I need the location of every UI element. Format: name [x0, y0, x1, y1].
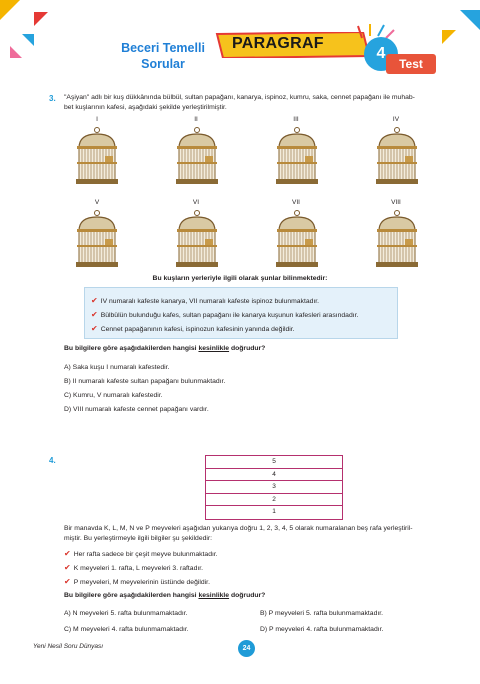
fact-item — [91, 322, 397, 336]
shelf-row: 2 — [205, 493, 343, 507]
intro-line: bet kuşlarının kafesi, aşağıdaki şekilde yerleştirilmiştir. — [64, 104, 227, 111]
option-b[interactable]: B) II numaralı kafeste sultan papağanı bulunmaktadır. — [64, 378, 226, 385]
page-number: 24 — [238, 640, 255, 657]
question-4-facts — [64, 547, 218, 589]
birdcage-image — [271, 126, 323, 188]
option-a[interactable]: A) N meyveleri 5. rafta bulunmamaktadır. — [64, 610, 188, 617]
cage-label-IV: IV — [392, 116, 400, 123]
birdcage-image — [171, 209, 223, 271]
corner-decoration-right — [430, 0, 480, 50]
stem-emphasis: kesinlikle — [198, 345, 230, 352]
cage-label-VII: VII — [292, 199, 300, 206]
cage-label-V: V — [94, 199, 100, 206]
fact-item — [91, 294, 397, 308]
stem-text: Bu bilgilere göre aşağıdakilerden hangisi — [64, 345, 199, 352]
intro-line: Bir manavda K, L, M, N ve P meyveleri aşağıdan yukarıya doğru 1, 2, 3, 4, 5 olarak numaralanan beş rafa yerleştiril- — [64, 525, 413, 532]
check-icon: ✔ — [64, 563, 71, 572]
cage-label-III: III — [293, 116, 299, 123]
birdcage-image — [71, 209, 123, 271]
banner-label: PARAGRAF — [232, 35, 324, 52]
fact-item — [91, 308, 397, 322]
question-3-stem — [64, 344, 265, 354]
question-3-number: 3. — [49, 94, 56, 103]
option-c[interactable]: C) M meyveleri 4. rafta bulunmamaktadır. — [64, 626, 189, 633]
fact-text: Cennet papağanının kafesi, ispinozun kafesinin yanında değildir. — [100, 326, 295, 333]
cage-label-VI: VI — [192, 199, 200, 206]
shelf-row: 5 — [205, 455, 343, 469]
question-3-intro — [64, 93, 449, 113]
birdcage-image — [271, 209, 323, 271]
check-icon: ✔ — [64, 577, 71, 586]
fact-item — [64, 547, 218, 561]
test-label: Test — [386, 54, 436, 74]
shelf-row: 4 — [205, 468, 343, 482]
intro-line: miştir. Bu yerleştirmeyle ilgili bilgiler şu şekildedir: — [64, 535, 213, 542]
publisher-name: Yeni Nesil Soru Dünyası — [33, 643, 104, 650]
fact-item — [64, 561, 218, 575]
shelf-row: 3 — [205, 480, 343, 494]
intro-line: "Aşiyan" adlı bir kuş dükkânında bülbül, sultan papağanı, kanarya, ispinoz, kumru, saka, cennet papağanı ile muhab- — [64, 94, 415, 101]
check-icon: ✔ — [91, 324, 98, 333]
birdcage-image — [71, 126, 123, 188]
shelf-row: 1 — [205, 505, 343, 520]
section-title-line2: Sorular — [141, 57, 185, 71]
stem-text: doğrudur? — [229, 592, 266, 599]
check-icon: ✔ — [64, 549, 71, 558]
known-heading: Bu kuşların yerleriyle ilgili olarak şunlar bilinmektedir: — [152, 275, 328, 282]
option-d[interactable]: D) VIII numaralı kafeste cennet papağanı vardır. — [64, 406, 209, 413]
fact-text: K meyveleri 1. rafta, L meyveleri 3. raftadır. — [73, 565, 204, 572]
option-b[interactable]: B) P meyveleri 5. rafta bulunmamaktadır. — [260, 610, 384, 617]
fact-text: P meyveleri, M meyvelerinin üstünde değildir. — [73, 579, 210, 586]
fact-item — [64, 575, 218, 589]
check-icon: ✔ — [91, 310, 98, 319]
section-title-line1: Beceri Temelli — [121, 41, 205, 55]
cage-label-II: II — [194, 116, 198, 123]
test-number-badge: 4 — [364, 37, 398, 71]
question-3-options — [64, 361, 225, 417]
option-a[interactable]: A) Saka kuşu I numaralı kafestedir. — [64, 364, 170, 371]
fact-text: Bülbülün bulunduğu kafes, sultan papağanı ile kanarya kuşunun kafesleri arasındadır. — [100, 312, 359, 319]
stem-text: doğrudur? — [229, 345, 266, 352]
birdcage-image — [371, 209, 423, 271]
option-d[interactable]: D) P meyveleri 4. rafta bulunmamaktadır. — [260, 626, 384, 633]
section-title — [108, 40, 218, 72]
question-4-number: 4. — [49, 456, 56, 465]
stem-text: Bu bilgilere göre aşağıdakilerden hangisi — [64, 592, 199, 599]
cage-label-I: I — [96, 116, 98, 123]
corner-decoration — [0, 0, 60, 60]
question-4-stem — [64, 591, 265, 601]
check-icon: ✔ — [91, 296, 98, 305]
birdcage-image — [171, 126, 223, 188]
cage-label-VIII: VIII — [391, 199, 401, 206]
birdcage-image — [371, 126, 423, 188]
facts-box — [84, 287, 398, 339]
fact-text: IV numaralı kafeste kanarya, VII numaralı kafeste ispinoz bulunmaktadır. — [100, 298, 320, 305]
option-c[interactable]: C) Kumru, V numaralı kafestedir. — [64, 392, 163, 399]
question-4-intro — [64, 524, 449, 544]
stem-emphasis: kesinlikle — [198, 592, 230, 599]
fact-text: Her rafta sadece bir çeşit meyve bulunmaktadır. — [73, 551, 218, 558]
